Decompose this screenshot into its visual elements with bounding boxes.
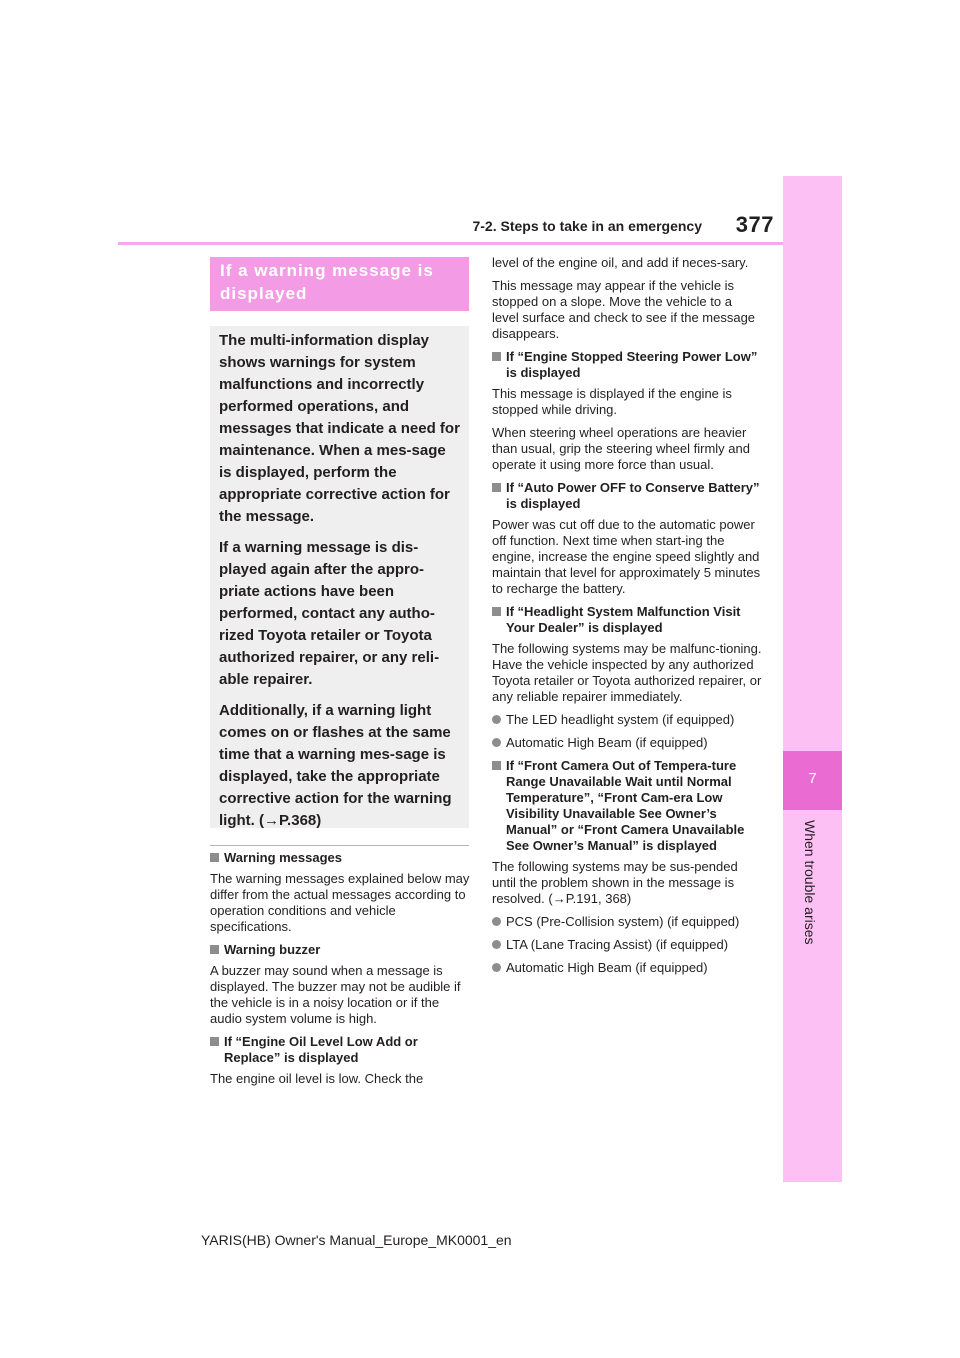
- body-text: A buzzer may sound when a message is displayed. The buzzer may not be audible if the vehicle is in a noisy location or if the audio system volume is high.: [210, 963, 461, 1026]
- bullet-item: [492, 735, 762, 751]
- item-heading-text: Warning buzzer: [224, 942, 321, 957]
- section-heading: If a warning message is displayed: [210, 257, 469, 311]
- item-heading-warning-messages: [210, 850, 472, 866]
- bullet-text: Automatic High Beam (if equipped): [506, 735, 708, 750]
- intro-paragraph: If a warning message is dis-played again after the appro-priate actions have been performed, contact any autho-rized Toyota retailer or Toyota authorized repairer, or any reli-able repairer.: [219, 539, 440, 688]
- round-bullet-icon: [492, 917, 501, 926]
- item-heading-oil-low: [210, 1034, 472, 1066]
- item-heading-auto-power: [492, 480, 762, 512]
- header-rule: [118, 242, 783, 245]
- item-heading-text: If “Engine Oil Level Low Add or Replace” is displayed: [224, 1034, 418, 1065]
- round-bullet-icon: [492, 738, 501, 747]
- body-text: The warning messages explained below may differ from the actual messages according to operation conditions and vehicle specifications.: [210, 871, 470, 934]
- item-heading-warning-buzzer: [210, 942, 472, 958]
- item-heading-headlight: [492, 604, 762, 636]
- right-column: [492, 255, 762, 983]
- item-heading-text: Warning messages: [224, 850, 343, 865]
- side-tab: [783, 176, 842, 1182]
- intro-paragraph: The multi-information display shows warnings for system malfunctions and incorrectly performed operations, and messages that indicate a need for maintenance. When a mes-sage is displayed, perform the appropriate corrective action for the message.: [219, 332, 460, 525]
- square-bullet-icon: [210, 1037, 219, 1046]
- intro-box: [210, 326, 469, 828]
- bullet-text: The LED headlight system (if equipped): [506, 712, 735, 727]
- square-bullet-icon: [210, 853, 219, 862]
- square-bullet-icon: [492, 761, 501, 770]
- body-text: The following systems may be sus-pended until the problem shown in the message is resolved. (→P.191, 368): [492, 859, 738, 906]
- square-bullet-icon: [210, 945, 219, 954]
- intro-paragraph: Additionally, if a warning light comes on or flashes at the same time that a warning mes-sage is displayed, take the appropriate corrective action for the warning light. (→P.368): [219, 702, 452, 829]
- square-bullet-icon: [492, 352, 501, 361]
- bullet-text: PCS (Pre-Collision system) (if equipped): [506, 914, 740, 929]
- round-bullet-icon: [492, 940, 501, 949]
- bullet-item: [492, 960, 762, 976]
- body-text: This message is displayed if the engine is stopped while driving.: [492, 386, 732, 417]
- body-text: The following systems may be malfunc-tioning. Have the vehicle inspected by any authorized Toyota retailer or Toyota authorized repairer, or any reliable repairer immediately.: [492, 641, 762, 704]
- round-bullet-icon: [492, 715, 501, 724]
- header-section-title: 7-2. Steps to take in an emergency: [472, 218, 702, 234]
- body-text: level of the engine oil, and add if neces-sary.: [492, 255, 749, 270]
- body-text: When steering wheel operations are heavier than usual, grip the steering wheel firmly and operate it using more force than usual.: [492, 425, 750, 472]
- bullet-text: Automatic High Beam (if equipped): [506, 960, 708, 975]
- page-number: 377: [735, 212, 774, 237]
- chapter-label: When trouble arises: [802, 820, 818, 945]
- square-bullet-icon: [492, 607, 501, 616]
- left-column: [210, 850, 472, 1094]
- bullet-item: [492, 914, 762, 930]
- item-heading-text: If “Engine Stopped Steering Power Low” is displayed: [506, 349, 758, 380]
- square-bullet-icon: [492, 483, 501, 492]
- body-text: Power was cut off due to the automatic power off function. Next time when start-ing the engine, increase the engine speed slightly and maintain that level for approximately 5 minutes to recharge the battery.: [492, 517, 761, 596]
- item-heading-text: If “Headlight System Malfunction Visit Your Dealer” is displayed: [506, 604, 741, 635]
- item-heading-steering: [492, 349, 762, 381]
- round-bullet-icon: [492, 963, 501, 972]
- footer-manual-id: YARIS(HB) Owner's Manual_Europe_MK0001_en: [201, 1232, 512, 1248]
- body-text: The engine oil level is low. Check the: [210, 1071, 424, 1086]
- body-text: This message may appear if the vehicle is stopped on a slope. Move the vehicle to a level surface and check to see if the message disappears.: [492, 278, 756, 341]
- bullet-text: LTA (Lane Tracing Assist) (if equipped): [506, 937, 729, 952]
- column-divider: [210, 845, 469, 846]
- item-heading-front-camera: [492, 758, 762, 854]
- chapter-number: 7: [808, 770, 817, 787]
- bullet-item: [492, 712, 762, 728]
- bullet-item: [492, 937, 762, 953]
- item-heading-text: If “Front Camera Out of Tempera-ture Range Unavailable Wait until Normal Temperature”, “Front Cam-era Low Visibility Unavailable See Owner’s Manual” or “Front Camera Unavailable See Owner’s Manual” is displayed: [506, 758, 745, 853]
- item-heading-text: If “Auto Power OFF to Conserve Battery” is displayed: [506, 480, 760, 511]
